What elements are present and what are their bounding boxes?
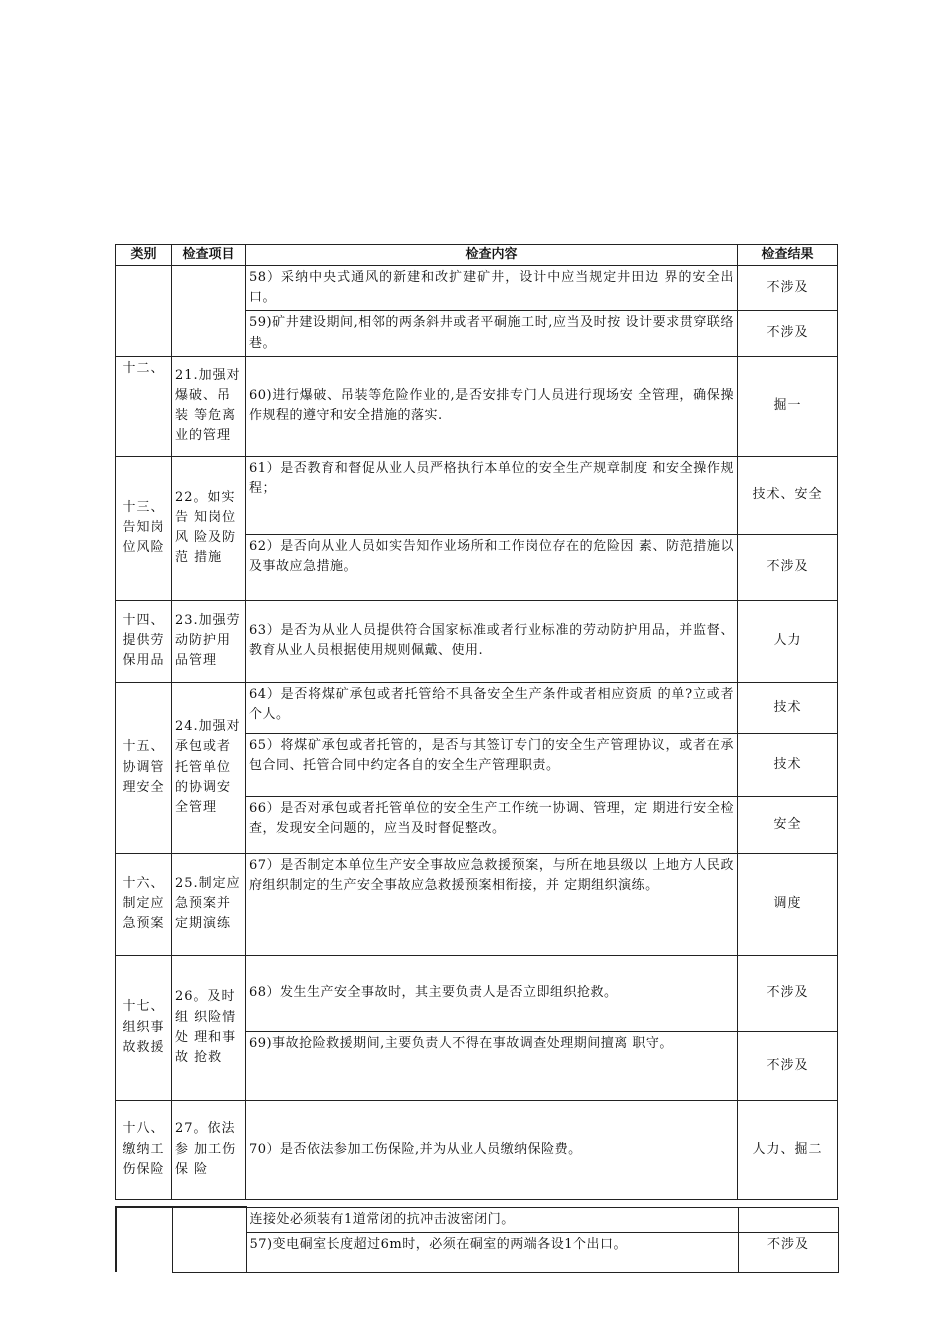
header-row (116, 245, 838, 266)
table-row (116, 955, 838, 1031)
category-cell (116, 266, 172, 357)
item-cell: 26。及时组 织险情处 理和事故 抢救 (172, 955, 246, 1100)
table-row (116, 1100, 838, 1199)
result-cell: 掘一 (738, 356, 838, 456)
content-cell: 69)事故抢险救援期间,主要负责人不得在事故调查处理期间擅离 职守。 (246, 1031, 738, 1100)
category-cell (116, 1207, 172, 1272)
result-cell: 技术、安全 (738, 456, 838, 534)
content-cell: 67）是否制定本单位生产安全事故应急救援预案，与所在地县级以 上地方人民政府组织制定的生产安全事故应急救援预案相衔接，并 定期组织演练。 (246, 853, 738, 955)
category-cell: 十四、提供劳保用品 (116, 600, 172, 682)
content-cell: 65）将煤矿承包或者托管的，是否与其签订专门的安全生产管理协议，或者在承包合同、托管合同中约定各自的安全生产管理职责。 (246, 733, 738, 796)
result-cell: 不涉及 (738, 534, 838, 600)
header-item: 检查项目 (172, 245, 246, 266)
result-cell: 不涉及 (738, 311, 838, 356)
item-cell (172, 1207, 246, 1272)
item-cell: 25.制定应 急预案并 定期演练 (172, 853, 246, 955)
item-cell: 24.加强对 承包或者 托管单位 的协调安 全管理 (172, 682, 246, 853)
category-cell: 十六、制定应急预案 (116, 853, 172, 955)
table-row (116, 356, 838, 456)
category-cell: 十七、组织事故救援 (116, 955, 172, 1100)
result-cell: 不涉及 (738, 266, 838, 311)
result-cell: 人力 (738, 600, 838, 682)
content-cell: 59)矿井建设期间,相邻的两条斜井或者平硐施工时,应当及时按 设计要求贯穿联络巷。 (246, 311, 738, 356)
table-row (116, 456, 838, 534)
content-cell: 62）是否向从业人员如实告知作业场所和工作岗位存在的危险因 素、防范措施以及事故应急措施。 (246, 534, 738, 600)
header-result: 检查结果 (738, 245, 838, 266)
content-cell: 连接处必须装有1道常闭的抗冲击波密闭门。 (246, 1207, 738, 1232)
content-cell: 57)变电硐室长度超过6m时，必须在硐室的两端各设1个出口。 (246, 1232, 738, 1272)
content-cell: 58）采纳中央式通风的新建和改扩建矿井，设计中应当规定井田边 界的安全出口。 (246, 266, 738, 311)
category-cell: 十三、告知岗位风险 (116, 456, 172, 600)
result-cell (738, 1207, 838, 1232)
item-cell: 22。如实告 知岗位风 险及防范 措施 (172, 456, 246, 600)
content-cell: 60)进行爆破、吊装等危险作业的,是否安排专门人员进行现场安 全管理，确保操作规程的遵守和安全措施的落实. (246, 356, 738, 456)
content-cell: 61）是否教育和督促从业人员严格执行本单位的安全生产规章制度 和安全操作规程； (246, 456, 738, 534)
table-row (116, 600, 838, 682)
content-cell: 68）发生生产安全事故时，其主要负责人是否立即组织抢救。 (246, 955, 738, 1031)
table-row (116, 682, 838, 733)
table-row (116, 853, 838, 955)
result-cell: 不涉及 (738, 955, 838, 1031)
category-cell: 十二、 (116, 356, 172, 456)
result-cell: 不涉及 (738, 1031, 838, 1100)
category-cell: 十八、缴纳工伤保险 (116, 1100, 172, 1199)
result-cell: 安全 (738, 796, 838, 853)
item-cell (172, 266, 246, 357)
item-cell: 23.加强劳 动防护用 品管理 (172, 600, 246, 682)
item-cell: 21.加强对 爆破、吊装 等危离 业的管理 (172, 356, 246, 456)
continuation-table (115, 1206, 839, 1273)
result-cell: 技术 (738, 682, 838, 733)
table-row (116, 1207, 838, 1232)
inspection-table (115, 244, 838, 1200)
result-cell: 人力、掘二 (738, 1100, 838, 1199)
header-content: 检查内容 (246, 245, 738, 266)
item-cell: 27。依法参 加工伤保 险 (172, 1100, 246, 1199)
result-cell: 技术 (738, 733, 838, 796)
table-row (116, 266, 838, 311)
content-cell: 64）是否将煤矿承包或者托管给不具备安全生产条件或者相应资质 的单?立或者个人。 (246, 682, 738, 733)
content-cell: 63）是否为从业人员提供符合国家标准或者行业标准的劳动防护用品，并监督、教育从业人员根据使用规则佩戴、使用. (246, 600, 738, 682)
content-cell: 66）是否对承包或者托管单位的安全生产工作统一协调、管理，定 期进行安全检查，发现安全问题的，应当及时督促整改。 (246, 796, 738, 853)
result-cell: 调度 (738, 853, 838, 955)
result-cell: 不涉及 (738, 1232, 838, 1272)
category-cell: 十五、协调管理安全 (116, 682, 172, 853)
header-category: 类别 (116, 245, 172, 266)
content-cell: 70）是否依法参加工伤保险,并为从业人员缴纳保险费。 (246, 1100, 738, 1199)
